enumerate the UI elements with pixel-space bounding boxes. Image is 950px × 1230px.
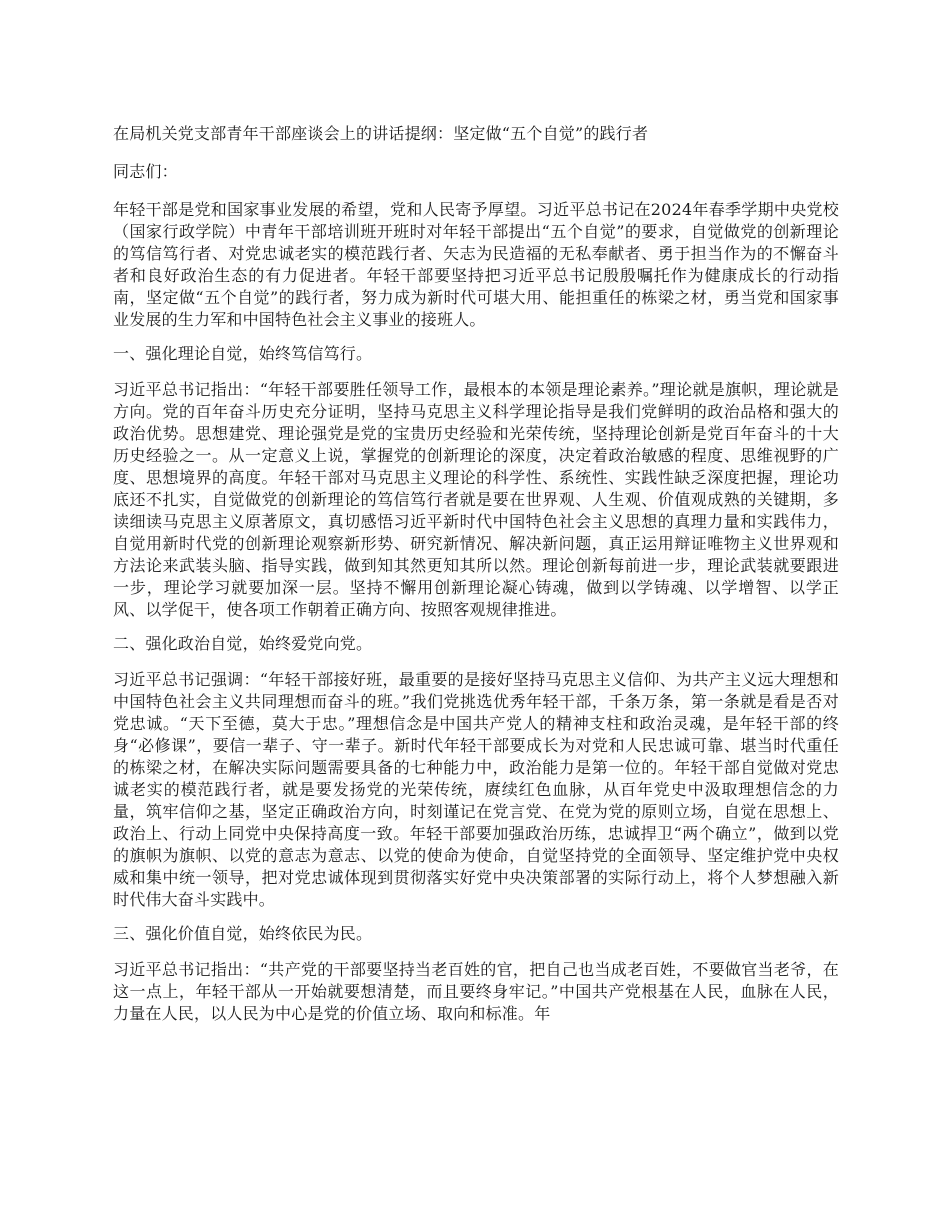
- section-heading-1: 一、强化理论自觉，始终笃信笃行。: [113, 344, 373, 363]
- section-heading-3: 三、强化价值自觉，始终依民为民。: [113, 924, 373, 943]
- intro-paragraph: 年轻干部是党和国家事业发展的希望，党和人民寄予厚望。习近平总书记在2024年春季学期中央党校（国家行政学院）中青年干部培训班开班时对年轻干部提出“五个自觉”的要求，自觉做党的创新理论的笃信笃行者、对党忠诚老实的模范践行者、矢志为民造福的无私奉献者、勇于担当作为的不懈奋斗者和良好政治生态的有力促进者。年轻干部要坚持把习近平总书记殷殷嘱托作为健康成长的行动指南，坚定做“五个自觉”的践行者，努力成为新时代可堪大用、能担重任的栋梁之材，勇当党和国家事业发展的生力军和中国特色社会主义事业的接班人。: [113, 200, 839, 329]
- document-page: [113, 123, 839, 1037]
- section-body-1: 习近平总书记指出：“年轻干部要胜任领导工作，最根本的本领是理论素养。”理论就是旗帜，理论就是方向。党的百年奋斗历史充分证明，坚持马克思主义科学理论指导是我们党鲜明的政治品格和强大的政治优势。思想建党、理论强党是党的宝贵历史经验和光荣传统，坚持理论创新是党百年奋斗的十大历史经验之一。从一定意义上说，掌握党的创新理论的深度，决定着政治敏感的程度、思维视野的广度、思想境界的高度。年轻干部对马克思主义理论的科学性、系统性、实践性缺乏深度把握，理论功底还不扎实，自觉做党的创新理论的笃信笃行者就是要在世界观、人生观、价值观成熟的关键期，多读细读马克思主义原著原文，真切感悟习近平新时代中国特色社会主义思想的真理力量和实践伟力，自觉用新时代党的创新理论观察新形势、研究新情况、解决新问题，真正运用辩证唯物主义世界观和方法论来武装头脑、指导实践，做到知其然更知其所以然。理论创新每前进一步，理论武装就要跟进一步，理论学习就要加深一层。坚持不懈用创新理论凝心铸魂，做到以学铸魂、以学增智、以学正风、以学促干，使各项工作朝着正确方向、按照客观规律推进。: [113, 380, 839, 619]
- document-title: 在局机关党支部青年干部座谈会上的讲话提纲：坚定做“五个自觉”的践行者: [113, 124, 649, 143]
- section-heading-2: 二、强化政治自觉，始终爱党向党。: [113, 634, 373, 653]
- section-body-2: 习近平总书记强调：“年轻干部接好班，最重要的是接好坚持马克思主义信仰、为共产主义远大理想和中国特色社会主义共同理想而奋斗的班。”我们党挑选优秀年轻干部，千条万条，第一条就是看是否对党忠诚。“天下至德，莫大于忠。”理想信念是中国共产党人的精神支柱和政治灵魂，是年轻干部的终身“必修课”，要信一辈子、守一辈子。新时代年轻干部要成长为对党和人民忠诚可靠、堪当时代重任的栋梁之材，在解决实际问题需要具备的七种能力中，政治能力是第一位的。年轻干部自觉做对党忠诚老实的模范践行者，就是要发扬党的光荣传统，赓续红色血脉，从百年党史中汲取理想信念的力量，筑牢信仰之基，坚定正确政治方向，时刻谨记在党言党、在党为党的原则立场，自觉在思想上、政治上、行动上同党中央保持高度一致。年轻干部要加强政治历练，忠诚捍卫“两个确立”，做到以党的旗帜为旗帜、以党的意志为意志、以党的使命为使命，自觉坚持党的全面领导、坚定维护党中央权威和集中统一领导，把对党忠诚体现到贯彻落实好党中央决策部署的实际行动上，将个人梦想融入新时代伟大奋斗实践中。: [113, 670, 839, 909]
- salutation: 同志们：: [113, 162, 178, 181]
- section-body-3: 习近平总书记指出：“共产党的干部要坚持当老百姓的官，把自己也当成老百姓，不要做官当老爷，在这一点上，年轻干部从一开始就要想清楚，而且要终身牢记。”中国共产党根基在人民，血脉在人民，力量在人民，以人民为中心是党的价值立场、取向和标准。年: [113, 960, 839, 1023]
